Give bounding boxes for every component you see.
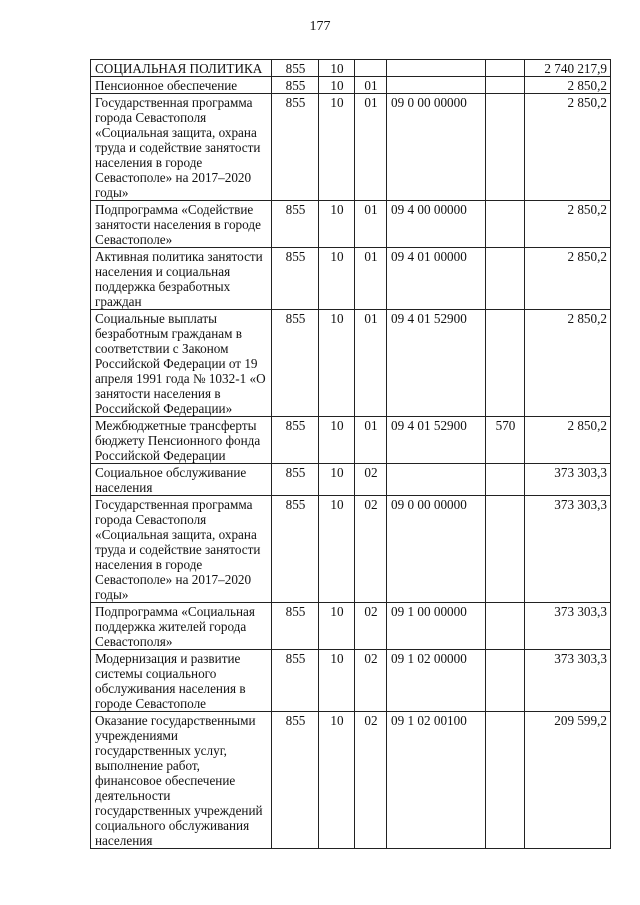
table-row xyxy=(91,650,611,712)
section-code-cell: 10 xyxy=(319,94,355,201)
item-name-cell: Модернизация и развитие системы социального обслуживания населения в городе Севастополе xyxy=(91,650,272,712)
section-code-cell: 10 xyxy=(319,310,355,417)
subsection-code-cell: 02 xyxy=(355,650,387,712)
section-code-cell: 10 xyxy=(319,712,355,849)
subsection-code-cell: 02 xyxy=(355,712,387,849)
ministry-code-cell: 855 xyxy=(272,310,319,417)
ministry-code-cell: 855 xyxy=(272,417,319,464)
table-row xyxy=(91,464,611,496)
table-row xyxy=(91,712,611,849)
section-code-cell: 10 xyxy=(319,60,355,77)
item-name-cell: Межбюджетные трансферты бюджету Пенсионного фонда Российской Федерации xyxy=(91,417,272,464)
table-row xyxy=(91,310,611,417)
section-code-cell: 10 xyxy=(319,464,355,496)
item-name-cell: Социальные выплаты безработным гражданам в соответствии с Законом Российской Федерации от 19 апреля 1991 года № 1032-1 «О занятости населения в Российской Федерации» xyxy=(91,310,272,417)
target-article-cell: 09 4 01 52900 xyxy=(387,310,486,417)
subsection-code-cell: 01 xyxy=(355,248,387,310)
item-name-cell: Государственная программа города Севастополя «Социальная защита, охрана труда и содействие занятости населения в городе Севастополе» на 2017–2020 годы» xyxy=(91,496,272,603)
item-name-cell: Государственная программа города Севастополя «Социальная защита, охрана труда и содействие занятости населения в городе Севастополе» на 2017–2020 годы» xyxy=(91,94,272,201)
item-name-cell: Пенсионное обеспечение xyxy=(91,77,272,94)
amount-cell: 2 850,2 xyxy=(525,201,611,248)
amount-cell: 2 850,2 xyxy=(525,417,611,464)
ministry-code-cell: 855 xyxy=(272,712,319,849)
amount-cell: 373 303,3 xyxy=(525,650,611,712)
amount-cell: 2 850,2 xyxy=(525,310,611,417)
amount-cell: 209 599,2 xyxy=(525,712,611,849)
expense-type-cell xyxy=(486,603,525,650)
section-code-cell: 10 xyxy=(319,77,355,94)
section-code-cell: 10 xyxy=(319,248,355,310)
expense-type-cell xyxy=(486,650,525,712)
amount-cell: 2 850,2 xyxy=(525,77,611,94)
table-row xyxy=(91,94,611,201)
ministry-code-cell: 855 xyxy=(272,94,319,201)
amount-cell: 2 850,2 xyxy=(525,94,611,201)
expense-type-cell xyxy=(486,248,525,310)
subsection-code-cell xyxy=(355,60,387,77)
target-article-cell: 09 1 02 00100 xyxy=(387,712,486,849)
expense-type-cell xyxy=(486,94,525,201)
expense-type-cell xyxy=(486,310,525,417)
amount-cell: 373 303,3 xyxy=(525,464,611,496)
ministry-code-cell: 855 xyxy=(272,496,319,603)
item-name-cell: Подпрограмма «Содействие занятости населения в городе Севастополе» xyxy=(91,201,272,248)
item-name-cell: СОЦИАЛЬНАЯ ПОЛИТИКА xyxy=(91,60,272,77)
table-row xyxy=(91,496,611,603)
table-row xyxy=(91,201,611,248)
target-article-cell: 09 4 00 00000 xyxy=(387,201,486,248)
table-row xyxy=(91,60,611,77)
expense-type-cell xyxy=(486,464,525,496)
target-article-cell: 09 0 00 00000 xyxy=(387,496,486,603)
target-article-cell: 09 1 00 00000 xyxy=(387,603,486,650)
subsection-code-cell: 01 xyxy=(355,417,387,464)
ministry-code-cell: 855 xyxy=(272,650,319,712)
subsection-code-cell: 01 xyxy=(355,201,387,248)
section-code-cell: 10 xyxy=(319,417,355,464)
subsection-code-cell: 02 xyxy=(355,464,387,496)
table-row xyxy=(91,248,611,310)
budget-table-body xyxy=(91,60,611,849)
target-article-cell: 09 1 02 00000 xyxy=(387,650,486,712)
item-name-cell: Активная политика занятости населения и социальная поддержка безработных граждан xyxy=(91,248,272,310)
table-row xyxy=(91,603,611,650)
ministry-code-cell: 855 xyxy=(272,77,319,94)
target-article-cell: 09 0 00 00000 xyxy=(387,94,486,201)
target-article-cell xyxy=(387,60,486,77)
section-code-cell: 10 xyxy=(319,496,355,603)
target-article-cell: 09 4 01 00000 xyxy=(387,248,486,310)
section-code-cell: 10 xyxy=(319,201,355,248)
page-number: 177 xyxy=(309,19,331,34)
expense-type-cell xyxy=(486,496,525,603)
ministry-code-cell: 855 xyxy=(272,60,319,77)
table-row xyxy=(91,417,611,464)
target-article-cell: 09 4 01 52900 xyxy=(387,417,486,464)
target-article-cell xyxy=(387,77,486,94)
ministry-code-cell: 855 xyxy=(272,464,319,496)
subsection-code-cell: 01 xyxy=(355,77,387,94)
subsection-code-cell: 01 xyxy=(355,94,387,201)
section-code-cell: 10 xyxy=(319,603,355,650)
amount-cell: 373 303,3 xyxy=(525,496,611,603)
budget-table xyxy=(90,59,611,849)
expense-type-cell xyxy=(486,60,525,77)
subsection-code-cell: 01 xyxy=(355,310,387,417)
section-code-cell: 10 xyxy=(319,650,355,712)
expense-type-cell xyxy=(486,712,525,849)
ministry-code-cell: 855 xyxy=(272,201,319,248)
amount-cell: 373 303,3 xyxy=(525,603,611,650)
subsection-code-cell: 02 xyxy=(355,603,387,650)
target-article-cell xyxy=(387,464,486,496)
expense-type-cell: 570 xyxy=(486,417,525,464)
subsection-code-cell: 02 xyxy=(355,496,387,603)
expense-type-cell xyxy=(486,201,525,248)
ministry-code-cell: 855 xyxy=(272,603,319,650)
item-name-cell: Социальное обслуживание населения xyxy=(91,464,272,496)
table-row xyxy=(91,77,611,94)
amount-cell: 2 740 217,9 xyxy=(525,60,611,77)
amount-cell: 2 850,2 xyxy=(525,248,611,310)
expense-type-cell xyxy=(486,77,525,94)
item-name-cell: Оказание государственными учреждениями государственных услуг, выполнение работ, финансовое обеспечение деятельности государственных учреждений социального обслуживания населения xyxy=(91,712,272,849)
item-name-cell: Подпрограмма «Социальная поддержка жителей города Севастополя» xyxy=(91,603,272,650)
ministry-code-cell: 855 xyxy=(272,248,319,310)
